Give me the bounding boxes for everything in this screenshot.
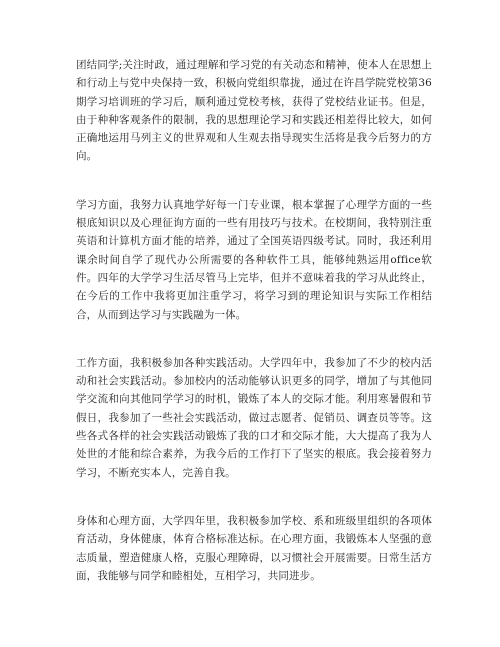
paragraph-study: 学习方面，我努力认真地学好每一门专业课，根本掌握了心理学方面的一些根底知识以及心理征询方面的一些有用技巧与技术。在校期间，我特别注重英语和计算机方面才能的培养，通过了全国英语四级考试。同时，我还利用课余时间自学了现代办公所需要的各种软件工具，能够纯熟运用office软件。四年的大学学习生活尽管马上完毕，但并不意味着我的学习从此终止，在今后的工作中我将更加注重学习，将学习到的理论知识与实际工作相结合，从而到达学习与实践融为一体。 [76, 198, 432, 321]
paragraph-spacer [76, 166, 432, 196]
paragraph-spacer [76, 324, 432, 354]
paragraph-work: 工作方面，我积极参加各种实践活动。大学四年中，我参加了不少的校内活动和社会实践活动。参加校内的活动能够认识更多的同学，增加了与其他同学交流和向其他同学学习的时机，锻炼了本人的交际才能。利用寒暑假和节假日，我参加了一些社会实践活动，做过志愿者、促销员、调查员等等。这些各式各样的社会实践活动锻炼了我的口才和交际才能，大大提高了我为人处世的才能和综合素养，为我今后的工作打下了坚实的根底。我会接着努力学习，不断充实本人，完善自我。 [76, 356, 432, 479]
paragraph-spacer [76, 482, 432, 512]
paragraph-health: 身体和心理方面，大学四年里，我积极参加学校、系和班级里组织的各项体育活动，身体健康，体育合格标准达标。在心理方面，我锻炼本人坚强的意志质量，塑造健康人格，克服心理障碍，以习惯社会开展需要。日常生活方面，我能够与同学和睦相处，互相学习，共同进步。 [76, 514, 432, 582]
paragraph-political: 团结同学;关注时政，通过理解和学习党的有关动态和精神，使本人在思想上和行动上与党中央保持一致，积极向党组织靠拢，通过在许昌学院党校第36期学习培训班的学习后，顺利通过党校考核，获得了党校结业证书。但是，由于种种客观条件的限制，我的思想理论学习和实践还相差得比较大，如何正确地运用马列主义的世界观和人生观去指导现实生活将是我今后努力的方向。 [76, 59, 432, 163]
document-body [76, 56, 432, 585]
